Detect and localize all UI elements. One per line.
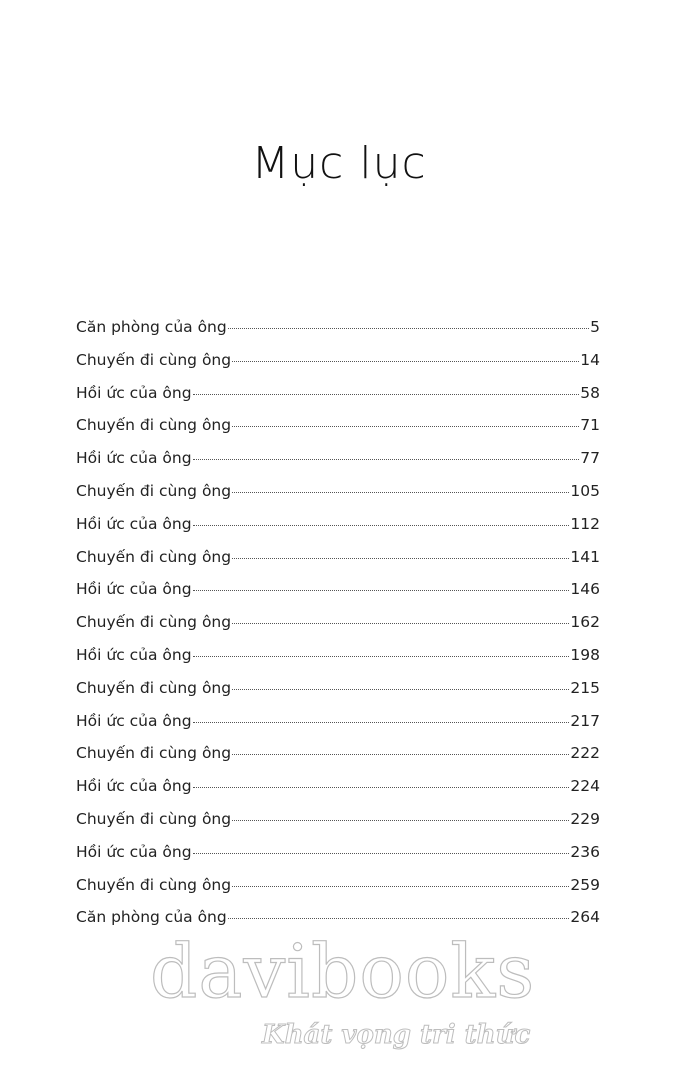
toc-entry-label: Hồi ức của ông: [76, 514, 192, 533]
table-of-contents: [76, 318, 600, 941]
toc-dot-leader: [232, 820, 569, 821]
toc-entry-label: Chuyến đi cùng ông: [76, 481, 232, 500]
toc-entry[interactable]: [76, 351, 600, 384]
toc-entry[interactable]: [76, 646, 600, 679]
toc-entry-label: Chuyến đi cùng ông: [76, 416, 232, 435]
toc-dot-leader: [232, 623, 569, 624]
toc-entry-label: Hồi ức của ông: [76, 580, 192, 599]
toc-entry-page: 259: [570, 875, 600, 894]
toc-entry-page: 14: [580, 350, 600, 369]
toc-entry[interactable]: [76, 384, 600, 417]
toc-entry-page: 236: [570, 842, 600, 861]
toc-dot-leader: [232, 886, 569, 887]
toc-dot-leader: [193, 590, 570, 591]
toc-entry-page: 71: [580, 416, 600, 435]
toc-entry-label: Chuyến đi cùng ông: [76, 547, 232, 566]
toc-entry[interactable]: [76, 810, 600, 843]
toc-dot-leader: [232, 361, 579, 362]
toc-entry[interactable]: [76, 843, 600, 876]
toc-entry-label: Chuyến đi cùng ông: [76, 744, 232, 763]
toc-entry-page: 146: [570, 580, 600, 599]
toc-entry[interactable]: [76, 449, 600, 482]
toc-entry-page: 5: [590, 318, 600, 336]
toc-dot-leader: [232, 492, 569, 493]
toc-dot-leader: [193, 853, 570, 854]
toc-entry-page: 77: [580, 449, 600, 468]
toc-entry-label: Hồi ức của ông: [76, 449, 192, 468]
toc-entry-page: 162: [570, 613, 600, 632]
watermark-brand: davibooks: [150, 929, 536, 1015]
publisher-watermark: [150, 929, 550, 1050]
toc-entry-label: Chuyến đi cùng ông: [76, 809, 232, 828]
toc-entry[interactable]: [76, 318, 600, 351]
toc-entry-label: Hồi ức của ông: [76, 842, 192, 861]
toc-dot-leader: [193, 787, 570, 788]
watermark-tagline: Khát vọng tri thức: [262, 1020, 531, 1050]
toc-entry-label: Hồi ức của ông: [76, 711, 192, 730]
toc-entry-page: 224: [570, 777, 600, 796]
toc-entry-label: Hồi ức của ông: [76, 383, 192, 402]
toc-entry-page: 217: [570, 711, 600, 730]
toc-dot-leader: [228, 328, 589, 329]
toc-dot-leader: [228, 918, 570, 919]
toc-entry-label: Hồi ức của ông: [76, 645, 192, 664]
toc-dot-leader: [193, 459, 580, 460]
toc-entry[interactable]: [76, 515, 600, 548]
toc-entry[interactable]: [76, 679, 600, 712]
toc-entry[interactable]: [76, 416, 600, 449]
toc-entry-page: 58: [580, 383, 600, 402]
toc-entry-label: Căn phòng của ông: [76, 318, 227, 336]
toc-entry-page: 215: [570, 678, 600, 697]
toc-dot-leader: [193, 722, 570, 723]
toc-dot-leader: [193, 525, 570, 526]
toc-entry-label: Chuyến đi cùng ông: [76, 678, 232, 697]
toc-entry[interactable]: [76, 548, 600, 581]
toc-entry-page: 222: [570, 744, 600, 763]
toc-entry[interactable]: [76, 744, 600, 777]
toc-entry-page: 264: [570, 908, 600, 927]
toc-entry-page: 105: [570, 481, 600, 500]
toc-entry[interactable]: [76, 580, 600, 613]
toc-entry[interactable]: [76, 876, 600, 909]
toc-entry[interactable]: [76, 482, 600, 515]
toc-entry-label: Chuyến đi cùng ông: [76, 613, 232, 632]
toc-entry-page: 112: [570, 514, 600, 533]
toc-dot-leader: [232, 426, 579, 427]
toc-entry-page: 198: [570, 645, 600, 664]
toc-entry[interactable]: [76, 712, 600, 745]
toc-entry-label: Chuyến đi cùng ông: [76, 875, 232, 894]
toc-entry[interactable]: [76, 777, 600, 810]
toc-dot-leader: [232, 689, 569, 690]
toc-entry[interactable]: [76, 613, 600, 646]
page-title: Mục lục: [251, 138, 427, 189]
toc-dot-leader: [193, 394, 580, 395]
toc-entry-page: 141: [570, 547, 600, 566]
toc-entry-page: 229: [570, 809, 600, 828]
toc-entry-label: Chuyến đi cùng ông: [76, 350, 232, 369]
toc-entry-label: Hồi ức của ông: [76, 777, 192, 796]
toc-dot-leader: [193, 656, 570, 657]
toc-dot-leader: [232, 558, 569, 559]
toc-entry-label: Căn phòng của ông: [76, 908, 227, 927]
toc-dot-leader: [232, 754, 569, 755]
